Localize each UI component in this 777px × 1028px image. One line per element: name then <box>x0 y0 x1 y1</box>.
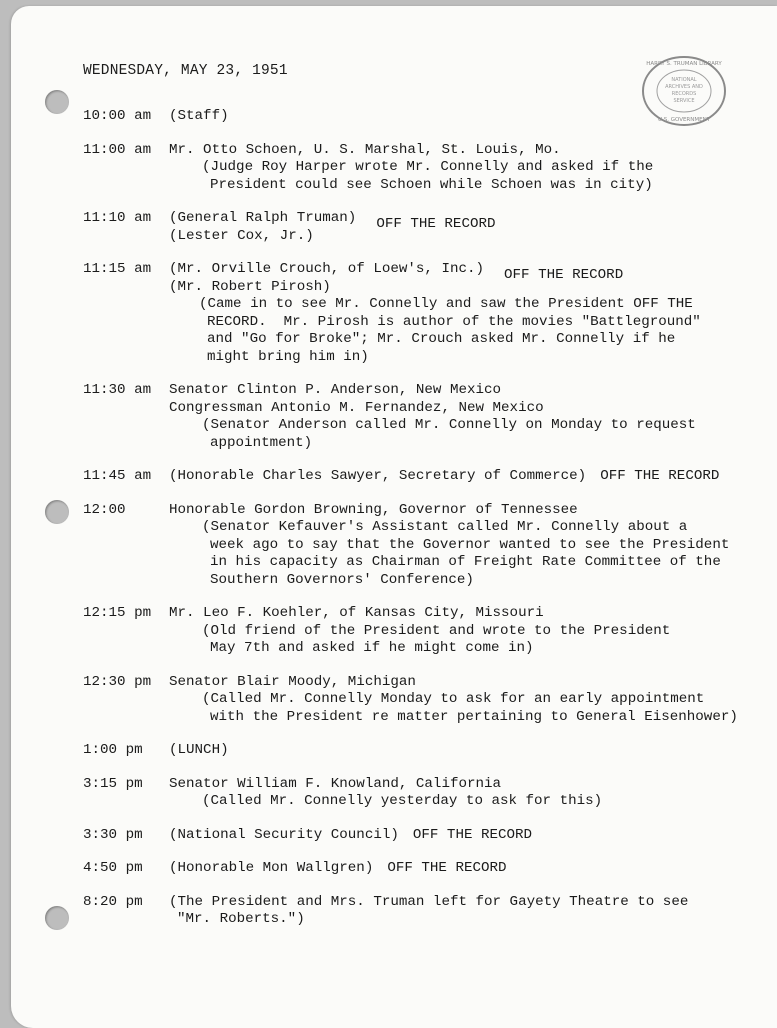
appointment-entry <box>83 210 723 245</box>
appointment-name: "Mr. Roberts.") <box>177 911 305 927</box>
appointment-entry <box>83 894 723 929</box>
appointment-time: 11:15 am <box>83 261 152 277</box>
note-line: Southern Governors' Conference) <box>210 571 474 588</box>
appointment-note <box>202 159 723 194</box>
appointment-name: (Lester Cox, Jr.) <box>169 227 314 244</box>
appointment-entry <box>83 108 723 126</box>
appointment-name: Mr. Otto Schoen, U. S. Marshal, St. Louis, Mo. <box>169 141 561 158</box>
appointment-note <box>199 296 723 366</box>
note-line: appointment) <box>210 434 313 451</box>
appointment-name: Senator Clinton P. Anderson, New Mexico <box>169 382 502 398</box>
appointment-name: Honorable Gordon Browning, Governor of Tennessee <box>169 501 578 518</box>
off-the-record-label: OFF THE RECORD <box>412 826 533 843</box>
off-the-record-label: OFF THE RECORD <box>600 468 720 484</box>
appointment-time: 12:00 <box>83 501 126 518</box>
appointment-name: Mr. Leo F. Koehler, of Kansas City, Missouri <box>169 605 544 621</box>
appointment-entry <box>83 827 723 845</box>
appointment-entry <box>83 673 738 727</box>
note-line: (Senator Kefauver's Assistant called Mr. Connelly about a <box>202 519 688 535</box>
appointment-entry <box>83 742 723 760</box>
appointment-time: 8:20 pm <box>83 893 143 910</box>
appointment-time: 4:50 pm <box>83 860 143 876</box>
appointment-time: 11:10 am <box>83 210 152 226</box>
appointment-name: (LUNCH) <box>169 742 229 758</box>
appointment-name: Senator William F. Knowland, California <box>169 775 502 792</box>
punch-hole <box>45 90 69 114</box>
appointment-note <box>202 691 738 726</box>
off-the-record-label: OFF THE RECORD <box>504 267 624 283</box>
appointment-name: (Honorable Mon Wallgren) <box>169 860 374 876</box>
note-line: (Judge Roy Harper wrote Mr. Connelly and asked if the <box>202 159 654 175</box>
appointment-entry <box>83 468 723 486</box>
off-the-record-label: OFF THE RECORD <box>387 860 507 876</box>
appointment-time: 10:00 am <box>83 108 152 124</box>
note-line: in his capacity as Chairman of Freight Rate Committee of the <box>210 554 721 570</box>
stamp-text: NATIONAL <box>671 77 697 83</box>
appointment-entry <box>83 142 723 195</box>
note-line: week ago to say that the Governor wanted to see the President <box>210 536 730 553</box>
appointment-entry <box>83 382 723 452</box>
note-line: with the President re matter pertaining to General Eisenhower) <box>210 708 738 725</box>
appointment-time: 3:30 pm <box>83 826 143 843</box>
stamp-text: SERVICE <box>673 98 695 104</box>
appointment-note <box>202 519 729 589</box>
stamp-text: U.S. GOVERNMENT <box>657 117 711 123</box>
appointment-name: (Honorable Charles Sawyer, Secretary of Commerce) <box>169 468 587 484</box>
note-line: RECORD. Mr. Pirosh is author of the movies "Battleground" <box>207 313 701 330</box>
appointment-entry <box>83 501 730 590</box>
stamp-text: ARCHIVES AND <box>665 84 703 90</box>
appointment-time: 11:30 am <box>83 382 152 398</box>
appointment-name: Congressman Antonio M. Fernandez, New Mexico <box>169 399 544 416</box>
note-line: might bring him in) <box>207 348 369 365</box>
appointment-name: (Mr. Robert Pirosh) <box>169 278 331 295</box>
stamp-text: RECORDS <box>671 91 697 97</box>
appointment-name: (General Ralph Truman) <box>169 210 357 226</box>
document-date-heading: WEDNESDAY, MAY 23, 1951 <box>83 63 288 79</box>
appointment-name: (National Security Council) <box>169 826 399 843</box>
appointment-note <box>202 417 723 452</box>
note-line: (Called Mr. Connelly Monday to ask for an early appointment <box>202 691 705 707</box>
appointment-time: 12:30 pm <box>83 673 152 690</box>
punch-hole <box>45 906 69 930</box>
note-line: President could see Schoen while Schoen was in city) <box>210 176 653 193</box>
appointment-time: 11:00 am <box>83 141 152 158</box>
stamp-text: HARRY S. TRUMAN LIBRARY <box>646 61 722 67</box>
note-line: (Called Mr. Connelly yesterday to ask for this) <box>202 793 603 809</box>
appointment-list <box>83 108 738 929</box>
appointment-time: 3:15 pm <box>83 775 143 792</box>
appointment-time: 12:15 pm <box>83 605 152 621</box>
appointment-note <box>202 623 723 658</box>
appointment-time: 11:45 am <box>83 468 152 484</box>
appointment-name: (The President and Mrs. Truman left for Gayety Theatre to see <box>169 893 689 910</box>
appointment-entry <box>83 776 723 811</box>
appointment-entry <box>83 860 723 878</box>
note-line: (Came in to see Mr. Connelly and saw the President OFF THE <box>199 296 693 312</box>
appointment-name: (Mr. Orville Crouch, of Loew's, Inc.) <box>169 261 485 277</box>
note-line: (Senator Anderson called Mr. Connelly on Monday to request <box>202 417 696 433</box>
off-the-record-label: OFF THE RECORD <box>376 216 496 232</box>
appointment-name: Senator Blair Moody, Michigan <box>169 673 416 690</box>
note-line: May 7th and asked if he might come in) <box>210 640 534 656</box>
appointment-time: 1:00 pm <box>83 742 143 758</box>
note-line: (Old friend of the President and wrote to the President <box>202 622 671 639</box>
note-line: and "Go for Broke"; Mr. Crouch asked Mr. Connelly if he <box>207 331 676 347</box>
appointment-entry <box>83 261 723 366</box>
punch-hole <box>45 500 69 524</box>
appointment-name: (Staff) <box>169 108 229 124</box>
appointment-note <box>202 793 723 811</box>
appointment-entry <box>83 605 723 658</box>
